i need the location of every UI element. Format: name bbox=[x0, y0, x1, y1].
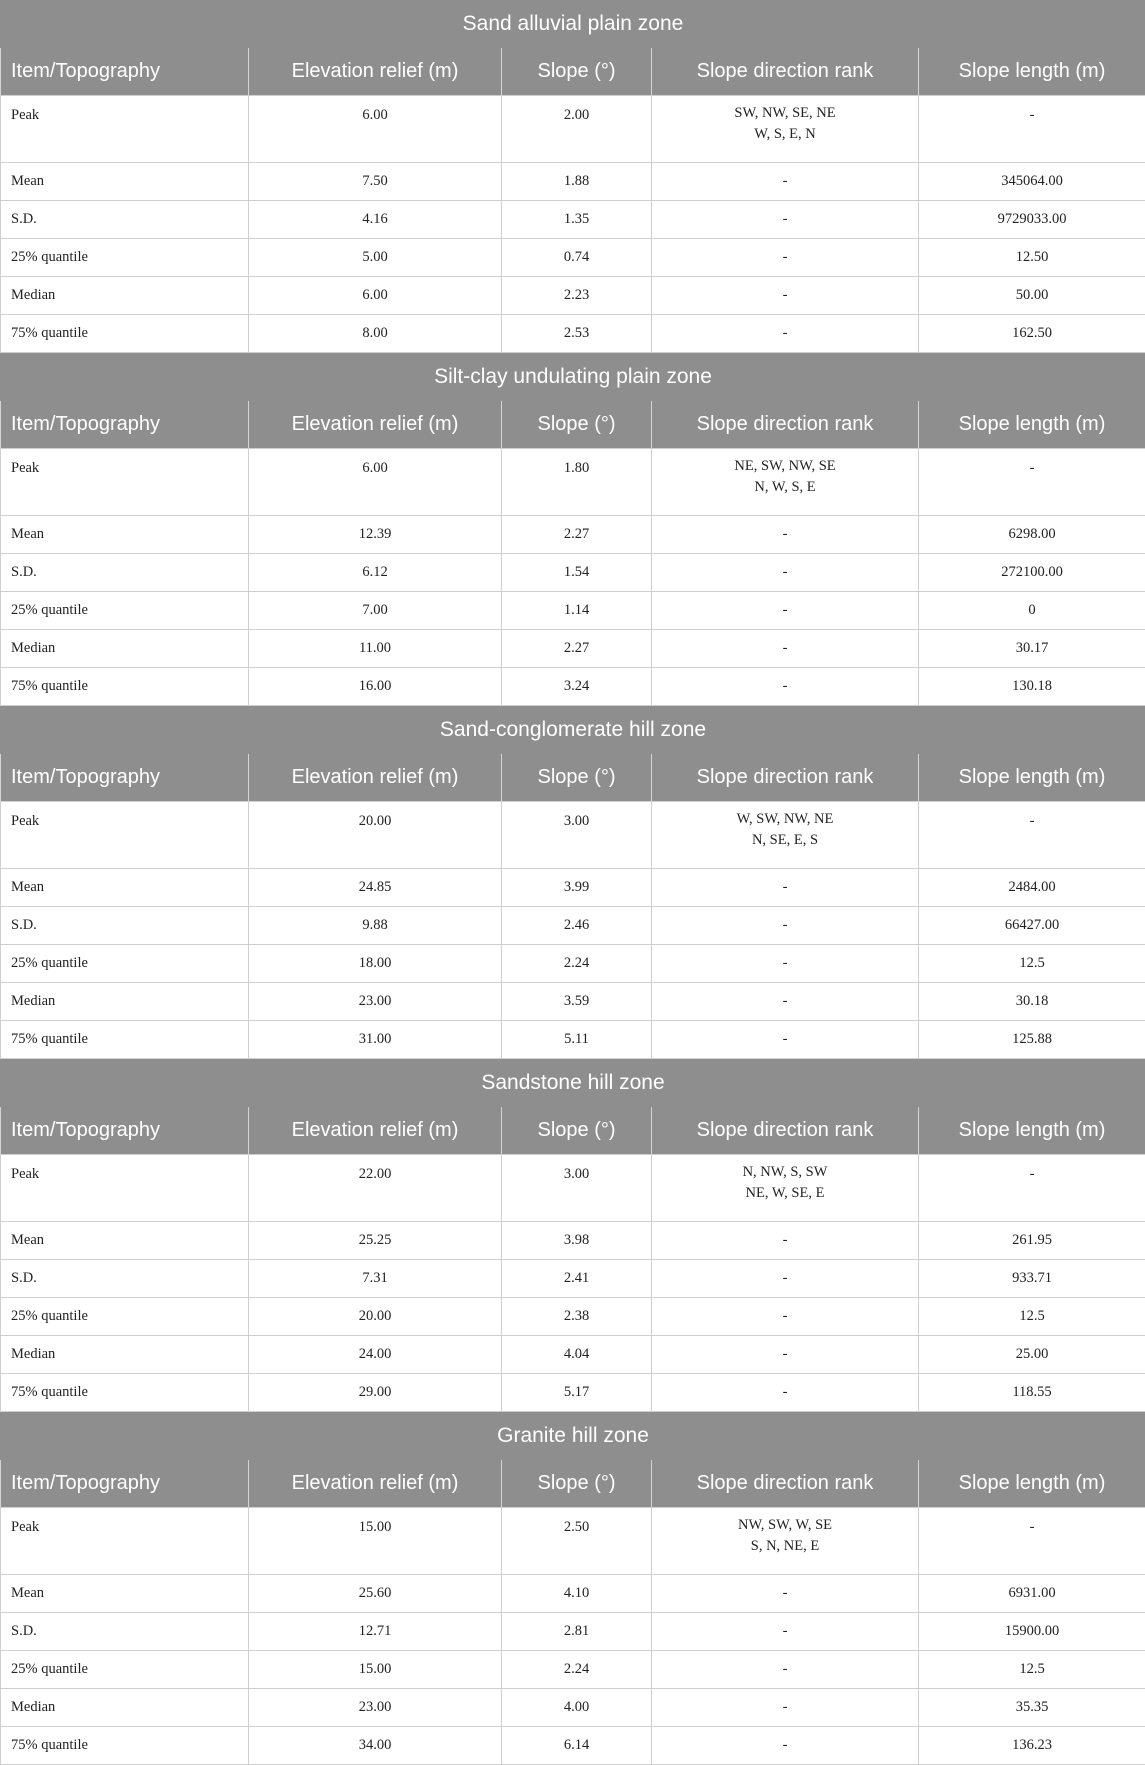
cell-elevation: 5.00 bbox=[249, 239, 502, 277]
cell-slope: 1.80 bbox=[502, 449, 652, 516]
header-slope: Slope (°) bbox=[502, 1460, 652, 1508]
cell-direction bbox=[652, 516, 919, 554]
direction-line: - bbox=[652, 917, 918, 934]
direction-line: N, SE, E, S bbox=[652, 830, 918, 851]
cell-direction bbox=[652, 1298, 919, 1336]
cell-slope: 2.50 bbox=[502, 1508, 652, 1575]
cell-elevation: 23.00 bbox=[249, 983, 502, 1021]
cell-direction bbox=[652, 869, 919, 907]
cell-length: 25.00 bbox=[919, 1336, 1145, 1374]
header-item: Item/Topography bbox=[1, 401, 249, 449]
header-slope: Slope (°) bbox=[502, 1107, 652, 1155]
direction-line: - bbox=[652, 1585, 918, 1602]
header-length: Slope length (m) bbox=[919, 401, 1145, 449]
cell-slope: 2.46 bbox=[502, 907, 652, 945]
cell-item: 25% quantile bbox=[1, 239, 249, 277]
cell-item: 75% quantile bbox=[1, 315, 249, 353]
cell-elevation: 15.00 bbox=[249, 1651, 502, 1689]
cell-direction bbox=[652, 96, 919, 163]
cell-direction bbox=[652, 1651, 919, 1689]
cell-length: - bbox=[919, 449, 1145, 516]
column-header-row bbox=[1, 1107, 1145, 1155]
cell-direction bbox=[652, 1222, 919, 1260]
direction-line: - bbox=[652, 1623, 918, 1640]
table-row bbox=[1, 1374, 1145, 1412]
cell-slope: 2.81 bbox=[502, 1613, 652, 1651]
table-row bbox=[1, 516, 1145, 554]
table-row bbox=[1, 802, 1145, 869]
header-slope: Slope (°) bbox=[502, 754, 652, 802]
cell-elevation: 7.00 bbox=[249, 592, 502, 630]
zone-title: Sandstone hill zone bbox=[1, 1059, 1145, 1108]
header-elevation: Elevation relief (m) bbox=[249, 401, 502, 449]
table-row bbox=[1, 449, 1145, 516]
direction-line: N, NW, S, SW bbox=[652, 1162, 918, 1183]
table-row bbox=[1, 239, 1145, 277]
zone-title-row bbox=[1, 1059, 1145, 1108]
cell-elevation: 20.00 bbox=[249, 802, 502, 869]
header-slope: Slope (°) bbox=[502, 48, 652, 96]
cell-item: S.D. bbox=[1, 907, 249, 945]
header-slope: Slope (°) bbox=[502, 401, 652, 449]
cell-length: 933.71 bbox=[919, 1260, 1145, 1298]
cell-slope: 2.41 bbox=[502, 1260, 652, 1298]
cell-elevation: 25.25 bbox=[249, 1222, 502, 1260]
direction-line: - bbox=[652, 1699, 918, 1716]
cell-direction bbox=[652, 277, 919, 315]
header-direction: Slope direction rank bbox=[652, 1107, 919, 1155]
cell-item: 25% quantile bbox=[1, 1298, 249, 1336]
cell-direction bbox=[652, 630, 919, 668]
cell-elevation: 25.60 bbox=[249, 1575, 502, 1613]
cell-elevation: 18.00 bbox=[249, 945, 502, 983]
table-row bbox=[1, 1155, 1145, 1222]
header-direction: Slope direction rank bbox=[652, 48, 919, 96]
cell-length: - bbox=[919, 1155, 1145, 1222]
table-row bbox=[1, 1727, 1145, 1765]
header-item: Item/Topography bbox=[1, 754, 249, 802]
direction-line: S, N, NE, E bbox=[652, 1536, 918, 1557]
cell-item: Mean bbox=[1, 516, 249, 554]
zone-title-row bbox=[1, 706, 1145, 755]
cell-item: Median bbox=[1, 983, 249, 1021]
cell-item: S.D. bbox=[1, 1613, 249, 1651]
cell-item: Median bbox=[1, 277, 249, 315]
cell-length: 272100.00 bbox=[919, 554, 1145, 592]
cell-slope: 1.14 bbox=[502, 592, 652, 630]
cell-length: 50.00 bbox=[919, 277, 1145, 315]
cell-length: 30.18 bbox=[919, 983, 1145, 1021]
cell-slope: 2.27 bbox=[502, 630, 652, 668]
cell-direction bbox=[652, 1727, 919, 1765]
cell-direction bbox=[652, 1021, 919, 1059]
direction-line: - bbox=[652, 1346, 918, 1363]
cell-direction bbox=[652, 554, 919, 592]
cell-item: 75% quantile bbox=[1, 1374, 249, 1412]
cell-length: 0 bbox=[919, 592, 1145, 630]
cell-length: 125.88 bbox=[919, 1021, 1145, 1059]
direction-line: SW, NW, SE, NE bbox=[652, 103, 918, 124]
cell-direction bbox=[652, 907, 919, 945]
cell-item: Peak bbox=[1, 1508, 249, 1575]
direction-line: - bbox=[652, 955, 918, 972]
direction-line: W, SW, NW, NE bbox=[652, 809, 918, 830]
cell-length: 30.17 bbox=[919, 630, 1145, 668]
cell-item: Peak bbox=[1, 1155, 249, 1222]
direction-line: - bbox=[652, 173, 918, 190]
cell-slope: 2.38 bbox=[502, 1298, 652, 1336]
table-row bbox=[1, 201, 1145, 239]
table-row bbox=[1, 869, 1145, 907]
header-direction: Slope direction rank bbox=[652, 754, 919, 802]
cell-direction bbox=[652, 449, 919, 516]
cell-length: 12.5 bbox=[919, 1298, 1145, 1336]
cell-item: Peak bbox=[1, 802, 249, 869]
cell-slope: 4.00 bbox=[502, 1689, 652, 1727]
cell-slope: 2.53 bbox=[502, 315, 652, 353]
cell-slope: 3.98 bbox=[502, 1222, 652, 1260]
cell-slope: 2.24 bbox=[502, 1651, 652, 1689]
cell-direction bbox=[652, 1336, 919, 1374]
cell-elevation: 7.50 bbox=[249, 163, 502, 201]
direction-line: W, S, E, N bbox=[652, 124, 918, 145]
cell-item: Mean bbox=[1, 869, 249, 907]
table-row bbox=[1, 554, 1145, 592]
cell-item: Median bbox=[1, 1689, 249, 1727]
cell-elevation: 6.00 bbox=[249, 277, 502, 315]
table-row bbox=[1, 668, 1145, 706]
cell-elevation: 29.00 bbox=[249, 1374, 502, 1412]
header-length: Slope length (m) bbox=[919, 1460, 1145, 1508]
zone-title: Silt-clay undulating plain zone bbox=[1, 353, 1145, 402]
cell-length: 6298.00 bbox=[919, 516, 1145, 554]
cell-slope: 2.23 bbox=[502, 277, 652, 315]
zone-title: Granite hill zone bbox=[1, 1412, 1145, 1461]
cell-elevation: 4.16 bbox=[249, 201, 502, 239]
direction-line: - bbox=[652, 1270, 918, 1287]
direction-line: - bbox=[652, 211, 918, 228]
table-row bbox=[1, 1021, 1145, 1059]
cell-slope: 1.54 bbox=[502, 554, 652, 592]
cell-length: 136.23 bbox=[919, 1727, 1145, 1765]
column-header-row bbox=[1, 48, 1145, 96]
table-row bbox=[1, 1689, 1145, 1727]
direction-line: - bbox=[652, 1384, 918, 1401]
cell-length: 2484.00 bbox=[919, 869, 1145, 907]
cell-item: 25% quantile bbox=[1, 945, 249, 983]
zone-title: Sand-conglomerate hill zone bbox=[1, 706, 1145, 755]
direction-line: - bbox=[652, 1661, 918, 1678]
cell-direction bbox=[652, 1613, 919, 1651]
direction-line: NE, SW, NW, SE bbox=[652, 456, 918, 477]
column-header-row bbox=[1, 754, 1145, 802]
cell-direction bbox=[652, 315, 919, 353]
cell-length: - bbox=[919, 802, 1145, 869]
cell-elevation: 16.00 bbox=[249, 668, 502, 706]
direction-line: - bbox=[652, 287, 918, 304]
cell-direction bbox=[652, 1508, 919, 1575]
header-length: Slope length (m) bbox=[919, 48, 1145, 96]
header-length: Slope length (m) bbox=[919, 754, 1145, 802]
cell-slope: 3.00 bbox=[502, 802, 652, 869]
direction-line: - bbox=[652, 678, 918, 695]
cell-elevation: 12.71 bbox=[249, 1613, 502, 1651]
cell-item: Median bbox=[1, 630, 249, 668]
direction-line: NE, W, SE, E bbox=[652, 1183, 918, 1204]
cell-slope: 2.00 bbox=[502, 96, 652, 163]
direction-line: - bbox=[652, 564, 918, 581]
header-elevation: Elevation relief (m) bbox=[249, 1107, 502, 1155]
cell-elevation: 9.88 bbox=[249, 907, 502, 945]
cell-direction bbox=[652, 983, 919, 1021]
cell-item: Peak bbox=[1, 449, 249, 516]
cell-length: 12.50 bbox=[919, 239, 1145, 277]
cell-length: 66427.00 bbox=[919, 907, 1145, 945]
header-length: Slope length (m) bbox=[919, 1107, 1145, 1155]
cell-item: Mean bbox=[1, 163, 249, 201]
column-header-row bbox=[1, 401, 1145, 449]
table-row bbox=[1, 315, 1145, 353]
cell-length: 118.55 bbox=[919, 1374, 1145, 1412]
cell-length: 35.35 bbox=[919, 1689, 1145, 1727]
header-item: Item/Topography bbox=[1, 1460, 249, 1508]
table-row bbox=[1, 1260, 1145, 1298]
table-row bbox=[1, 277, 1145, 315]
cell-elevation: 12.39 bbox=[249, 516, 502, 554]
cell-length: 162.50 bbox=[919, 315, 1145, 353]
cell-elevation: 7.31 bbox=[249, 1260, 502, 1298]
cell-length: 345064.00 bbox=[919, 163, 1145, 201]
header-elevation: Elevation relief (m) bbox=[249, 1460, 502, 1508]
cell-length: 12.5 bbox=[919, 945, 1145, 983]
direction-line: - bbox=[652, 1031, 918, 1048]
direction-line: - bbox=[652, 993, 918, 1010]
cell-elevation: 34.00 bbox=[249, 1727, 502, 1765]
cell-slope: 0.74 bbox=[502, 239, 652, 277]
table-row bbox=[1, 96, 1145, 163]
cell-elevation: 6.00 bbox=[249, 449, 502, 516]
direction-line: - bbox=[652, 1232, 918, 1249]
table-row bbox=[1, 907, 1145, 945]
cell-direction bbox=[652, 802, 919, 869]
zone-title-row bbox=[1, 353, 1145, 402]
table-row bbox=[1, 1575, 1145, 1613]
cell-elevation: 11.00 bbox=[249, 630, 502, 668]
cell-elevation: 22.00 bbox=[249, 1155, 502, 1222]
cell-item: S.D. bbox=[1, 554, 249, 592]
direction-line: - bbox=[652, 325, 918, 342]
cell-length: 6931.00 bbox=[919, 1575, 1145, 1613]
cell-item: 25% quantile bbox=[1, 1651, 249, 1689]
table-row bbox=[1, 163, 1145, 201]
cell-slope: 3.24 bbox=[502, 668, 652, 706]
cell-item: Mean bbox=[1, 1222, 249, 1260]
table-row bbox=[1, 945, 1145, 983]
cell-item: S.D. bbox=[1, 1260, 249, 1298]
cell-direction bbox=[652, 1260, 919, 1298]
cell-slope: 3.99 bbox=[502, 869, 652, 907]
cell-slope: 5.11 bbox=[502, 1021, 652, 1059]
cell-slope: 1.88 bbox=[502, 163, 652, 201]
direction-line: NW, SW, W, SE bbox=[652, 1515, 918, 1536]
cell-elevation: 6.12 bbox=[249, 554, 502, 592]
direction-line: - bbox=[652, 602, 918, 619]
cell-elevation: 6.00 bbox=[249, 96, 502, 163]
table-row bbox=[1, 983, 1145, 1021]
direction-line: - bbox=[652, 1737, 918, 1754]
table-row bbox=[1, 592, 1145, 630]
cell-slope: 4.10 bbox=[502, 1575, 652, 1613]
cell-direction bbox=[652, 239, 919, 277]
cell-item: 75% quantile bbox=[1, 1727, 249, 1765]
header-direction: Slope direction rank bbox=[652, 1460, 919, 1508]
cell-elevation: 23.00 bbox=[249, 1689, 502, 1727]
table-row bbox=[1, 1222, 1145, 1260]
zone-title-row bbox=[1, 0, 1145, 48]
cell-length: 12.5 bbox=[919, 1651, 1145, 1689]
cell-direction bbox=[652, 163, 919, 201]
cell-item: S.D. bbox=[1, 201, 249, 239]
cell-item: Median bbox=[1, 1336, 249, 1374]
header-elevation: Elevation relief (m) bbox=[249, 754, 502, 802]
direction-line: - bbox=[652, 249, 918, 266]
cell-direction bbox=[652, 592, 919, 630]
cell-elevation: 15.00 bbox=[249, 1508, 502, 1575]
zone-title: Sand alluvial plain zone bbox=[1, 0, 1145, 48]
cell-length: - bbox=[919, 1508, 1145, 1575]
cell-direction bbox=[652, 945, 919, 983]
cell-elevation: 24.00 bbox=[249, 1336, 502, 1374]
cell-length: 9729033.00 bbox=[919, 201, 1145, 239]
cell-item: 75% quantile bbox=[1, 668, 249, 706]
direction-line: N, W, S, E bbox=[652, 477, 918, 498]
cell-item: 25% quantile bbox=[1, 592, 249, 630]
direction-line: - bbox=[652, 640, 918, 657]
direction-line: - bbox=[652, 1308, 918, 1325]
header-item: Item/Topography bbox=[1, 1107, 249, 1155]
cell-slope: 2.24 bbox=[502, 945, 652, 983]
cell-item: Mean bbox=[1, 1575, 249, 1613]
cell-direction bbox=[652, 201, 919, 239]
cell-slope: 1.35 bbox=[502, 201, 652, 239]
cell-slope: 3.00 bbox=[502, 1155, 652, 1222]
table-row bbox=[1, 630, 1145, 668]
cell-length: 130.18 bbox=[919, 668, 1145, 706]
cell-direction bbox=[652, 668, 919, 706]
table-row bbox=[1, 1651, 1145, 1689]
cell-direction bbox=[652, 1575, 919, 1613]
cell-length: 15900.00 bbox=[919, 1613, 1145, 1651]
cell-length: - bbox=[919, 96, 1145, 163]
cell-direction bbox=[652, 1374, 919, 1412]
cell-direction bbox=[652, 1155, 919, 1222]
cell-direction bbox=[652, 1689, 919, 1727]
direction-line: - bbox=[652, 526, 918, 543]
cell-elevation: 24.85 bbox=[249, 869, 502, 907]
cell-elevation: 8.00 bbox=[249, 315, 502, 353]
table-row bbox=[1, 1336, 1145, 1374]
table-row bbox=[1, 1298, 1145, 1336]
header-direction: Slope direction rank bbox=[652, 401, 919, 449]
zone-title-row bbox=[1, 1412, 1145, 1461]
table-body bbox=[1, 0, 1145, 1765]
cell-item: 75% quantile bbox=[1, 1021, 249, 1059]
cell-slope: 5.17 bbox=[502, 1374, 652, 1412]
table-row bbox=[1, 1613, 1145, 1651]
cell-elevation: 31.00 bbox=[249, 1021, 502, 1059]
cell-elevation: 20.00 bbox=[249, 1298, 502, 1336]
direction-line: - bbox=[652, 879, 918, 896]
cell-slope: 2.27 bbox=[502, 516, 652, 554]
cell-slope: 3.59 bbox=[502, 983, 652, 1021]
column-header-row bbox=[1, 1460, 1145, 1508]
table-row bbox=[1, 1508, 1145, 1575]
header-elevation: Elevation relief (m) bbox=[249, 48, 502, 96]
cell-slope: 6.14 bbox=[502, 1727, 652, 1765]
cell-length: 261.95 bbox=[919, 1222, 1145, 1260]
cell-item: Peak bbox=[1, 96, 249, 163]
cell-slope: 4.04 bbox=[502, 1336, 652, 1374]
header-item: Item/Topography bbox=[1, 48, 249, 96]
